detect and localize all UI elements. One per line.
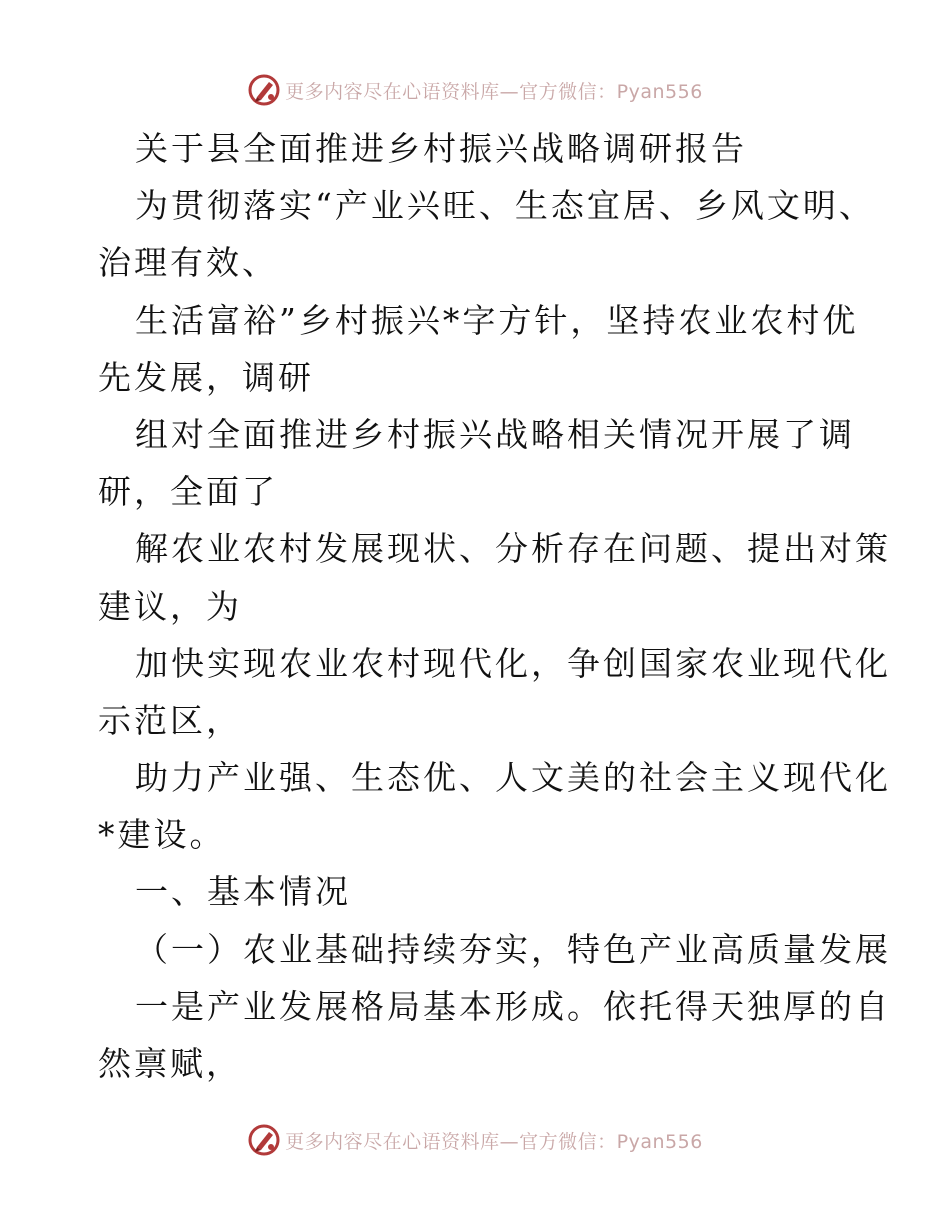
document-line: 生活富裕”乡村振兴*字方针，坚持农业农村优 bbox=[135, 300, 859, 340]
pen-logo-icon bbox=[247, 1123, 281, 1157]
document-line: 研，全面了 bbox=[98, 472, 278, 512]
document-line: *建设。 bbox=[98, 815, 226, 855]
watermark-id: Pyan556 bbox=[616, 1130, 703, 1153]
document-line: 示范区， bbox=[98, 700, 242, 740]
pen-logo-icon bbox=[247, 73, 281, 107]
document-body bbox=[98, 120, 891, 1092]
watermark-text: 更多内容尽在心语资料库—官方微信： bbox=[285, 80, 617, 103]
document-line: 治理有效、 bbox=[98, 243, 278, 283]
watermark-header bbox=[0, 70, 950, 110]
document-line: 解农业农村发展现状、分析存在问题、提出对策 bbox=[135, 529, 891, 569]
document-line: 一是产业发展格局基本形成。依托得天独厚的自 bbox=[135, 986, 891, 1026]
document-line: 助力产业强、生态优、人文美的社会主义现代化 bbox=[135, 758, 891, 798]
watermark-id: Pyan556 bbox=[616, 80, 703, 103]
document-line: 一、基本情况 bbox=[135, 872, 351, 912]
document-line: （一）农业基础持续夯实，特色产业高质量发展 bbox=[135, 929, 891, 969]
watermark-footer bbox=[0, 1120, 950, 1160]
document-line: 为贯彻落实“产业兴旺、生态宜居、乡风文明、 bbox=[135, 186, 875, 226]
document-line: 关于县全面推进乡村振兴战略调研报告 bbox=[135, 129, 747, 168]
document-line: 组对全面推进乡村振兴战略相关情况开展了调 bbox=[135, 414, 855, 454]
document-line: 先发展，调研 bbox=[98, 357, 314, 397]
document-line: 建议，为 bbox=[98, 586, 242, 626]
document-line: 然禀赋， bbox=[98, 1044, 242, 1083]
watermark-text: 更多内容尽在心语资料库—官方微信： bbox=[285, 1130, 617, 1153]
document-line: 加快实现农业农村现代化，争创国家农业现代化 bbox=[135, 643, 891, 683]
